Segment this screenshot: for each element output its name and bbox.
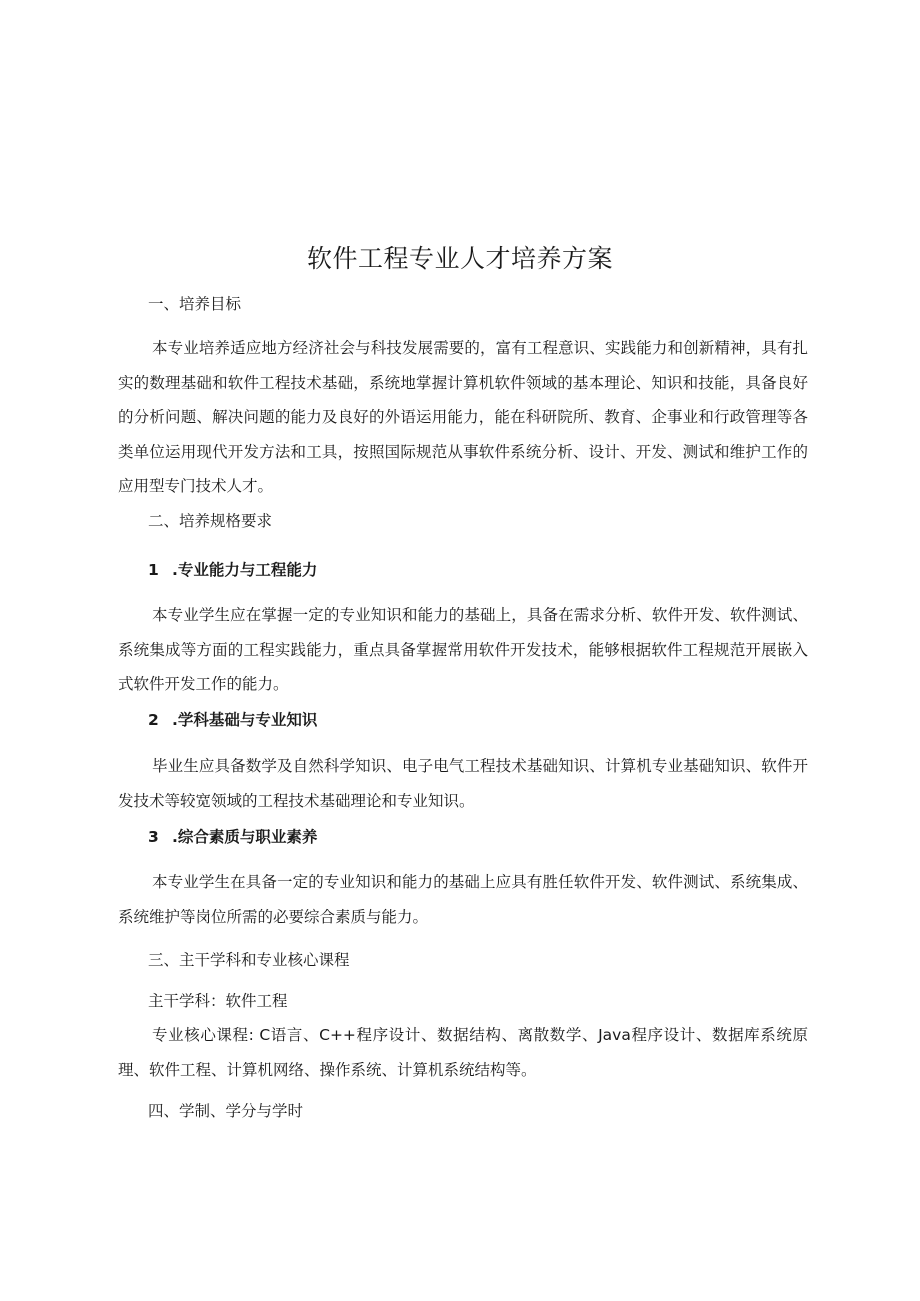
subsection-number: 3 — [148, 828, 159, 846]
main-discipline: 主干学科：软件工程 — [148, 992, 288, 1010]
subsection-heading-3 — [148, 827, 317, 847]
requirement-text: 毕业生应具备数学及自然科学知识、电子电气工程技术基础知识、计算机专业基础知识、软件开发技术等较宽领域的工程技术基础理论和专业知识。 — [118, 757, 808, 810]
subsection-title: .专业能力与工程能力 — [172, 561, 318, 579]
goals-paragraph-text: 本专业培养适应地方经济社会与科技发展需要的，富有工程意识、实践能力和创新精神，具有扎实的数理基础和软件工程技术基础，系统地掌握计算机软件领域的基本理论、知识和技能，具备良好的分析问题、解决问题的能力及良好的外语运用能力，能在科研院所、教育、企事业和行政管理等各类单位运用现代开发方法和工具，按照国际规范从事软件系统分析、设计、开发、测试和维护工作的应用型专门技术人才。 — [118, 339, 808, 495]
requirement-paragraph-3 — [118, 865, 808, 934]
core-courses-paragraph — [118, 1018, 808, 1087]
section-heading-duration: 四、学制、学分与学时 — [148, 1102, 304, 1120]
subsection-title: .学科基础与专业知识 — [172, 711, 318, 729]
document-title: 软件工程专业人才培养方案 — [306, 243, 613, 273]
requirement-paragraph-1 — [118, 598, 808, 702]
requirement-paragraph-2 — [118, 749, 808, 818]
subsection-heading-1 — [148, 560, 317, 580]
section-heading-requirements: 二、培养规格要求 — [148, 512, 273, 530]
subsection-heading-2 — [148, 710, 317, 730]
requirement-text: 本专业学生在具备一定的专业知识和能力的基础上应具有胜任软件开发、软件测试、系统集成、系统维护等岗位所需的必要综合素质与能力。 — [118, 873, 808, 926]
goals-paragraph — [118, 331, 808, 504]
core-courses-text: 专业核心课程: C语言、C++程序设计、数据结构、离散数学、Java程序设计、数据库系统原理、软件工程、计算机网络、操作系统、计算机系统结构等。 — [118, 1026, 808, 1079]
subsection-number: 1 — [148, 561, 159, 579]
subsection-title: .综合素质与职业素养 — [172, 828, 318, 846]
section-heading-courses: 三、主干学科和专业核心课程 — [148, 951, 350, 969]
requirement-text: 本专业学生应在掌握一定的专业知识和能力的基础上，具备在需求分析、软件开发、软件测试、系统集成等方面的工程实践能力，重点具备掌握常用软件开发技术，能够根据软件工程规范开展嵌入式软件开发工作的能力。 — [118, 606, 808, 693]
section-heading-goals: 一、培养目标 — [148, 295, 242, 313]
subsection-number: 2 — [148, 711, 159, 729]
